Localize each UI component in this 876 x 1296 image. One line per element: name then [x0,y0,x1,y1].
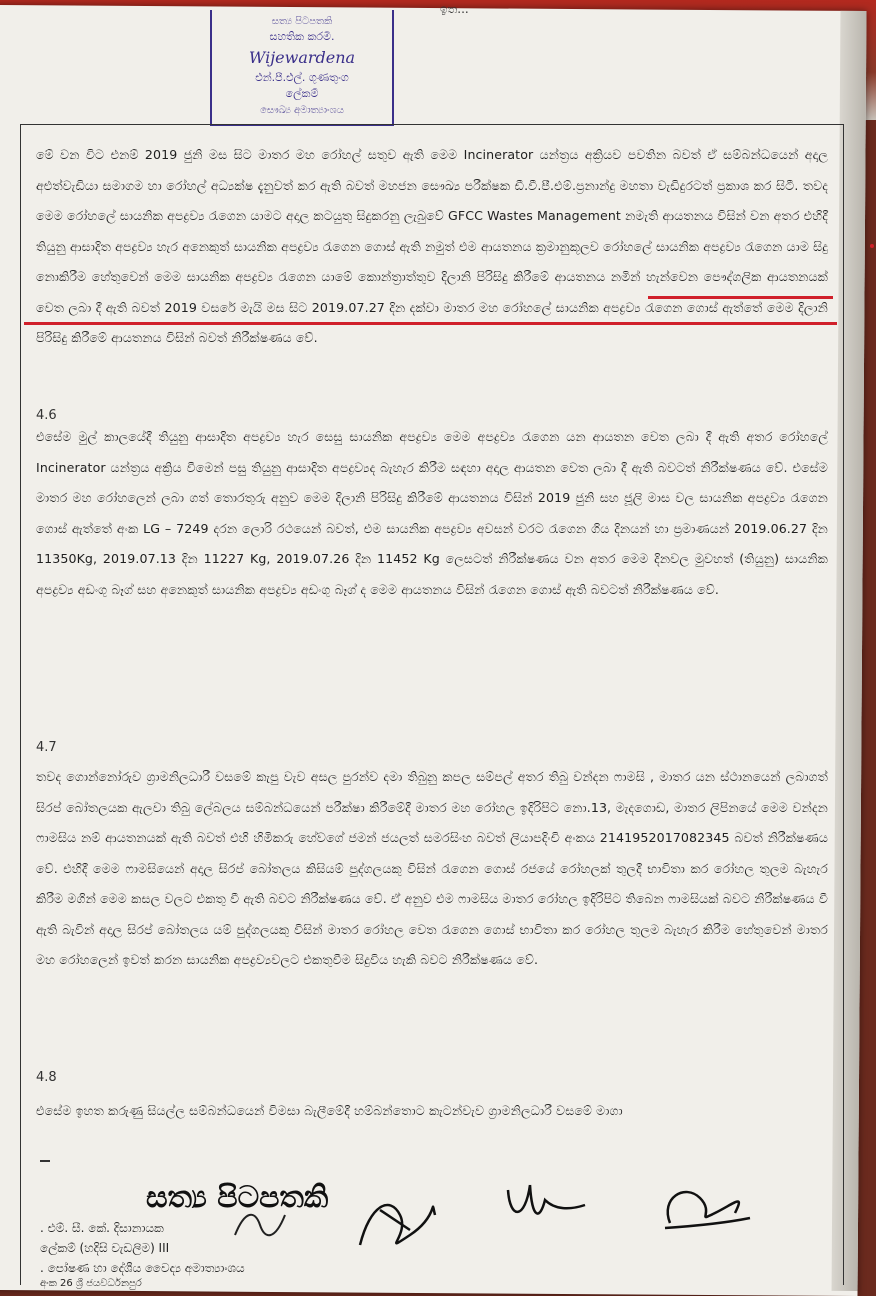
signer-dept: . පෝෂණ හා දේශීය වෛද්‍ය අමාත්‍යාංශය [40,1261,245,1275]
section-heading-4-8: 4.8 [36,1070,57,1085]
paragraph-text: එසේම ඉහත කරුණු සියල්ල සම්බන්ධයෙන් විමසා බැලීමේදී හම්බන්තොට කැටන්වැව ග්‍රාමනිලධාරී වසමේ මාගා [36,1103,623,1118]
stamp-line-1: සත්‍ය පිටපතකි [271,16,333,27]
signature-scribble-1 [230,1205,290,1245]
certification-stamp [210,10,394,126]
section-heading-4-6: 4.6 [36,408,57,423]
signer-name: . එම්. සී. කේ. දිසානායක [40,1221,164,1235]
signer-title: ලේකම් (හදිසි වැඩලිම) III [40,1241,170,1255]
certified-copy-label: සත්‍ය පිටපතකි [146,1180,329,1215]
margin-mark [40,1160,50,1162]
red-underline-2 [24,322,837,325]
paragraph-text: මේ වන විට එනම් 2019 ජුනි මස සිට මාතර මහ රෝහල් සතුව ඇති මෙම Incinerator යන්ත්‍රය අක්‍රියව පවතින බවත් ඒ සම්බන්ධයෙන් අදාල අළුත්වැඩියා සමාගම හා රෝහල් අධ්‍යක්ෂ දැනුවත් කර ඇති බවත් මහජන සෞඛ්‍ය පරීක්ෂක ඩී.වී.පී.එම්.ප්‍රනාන්දු මහතා වැඩිදුරටත් ප්‍රකාශ කර සිටී. තවද මෙම රෝහලේ සායනික අපද්‍රව්‍ය රැගෙන යාමට අදාල කටයුතු සිදුකරනු ලැබුවේ GFCC Wastes Management නමැති ආයතනය විසින් වන අතර එහිදී තියුනු ආසාදිත අපද්‍රව්‍ය හැර අනෙකුත් සායනික අපද්‍රව්‍ය රැගෙන ගොස් ඇති නමුත් එම ආයතනය ක්‍රමානුකූලව රෝහලේ සායනික අපද්‍රව්‍ය රැගෙන යාම සිදු නොකිරීම හේතුවෙන් මෙම සායනික අපද්‍රව්‍ය රැගෙන යාමේ කොන්ත්‍රාත්තුව දිලානි පිරිසිදු කිරීමේ ආයතනය නමින් හැන්වෙන පෞද්ගලික ආයතනයක් වෙත ලබා දී ඇති බවත් 2019 වසරේ මැයි මස සිට 2019.07.27 දින දක්වා මාතර මහ රෝහලේ සායනික අපද්‍රව්‍ය රැගෙන ගොස් ඇත්තේ මෙම දිලානි පිරිසිදු කිරීමේ ආයතනය විසින් බවත් නිරීක්ෂණය වේ. [36,147,828,345]
red-underline-1 [648,296,833,299]
signature-scribble-4 [655,1178,755,1238]
paragraph-text: එසේම මුල් කාලයේදී තියුනු ආසාදිත අපද්‍රව්‍ය හැර සෙසු සායනික අපද්‍රව්‍ය මෙම අපද්‍රව්‍ය රැගෙන යන ආයතන වෙත ලබා දී ඇති අතර රෝහලේ Incinerator යන්ත්‍රය අක්‍රිය වීමෙන් පසු තියුනු ආසාදිත අපද්‍රව්‍යද බැහැර කිරීම සඳහා අදාල ආයතන වෙත ලබා දී ඇති බවටත් නිරීක්ෂණය වේ. එසේම මාතර මහ රෝහලෙන් ලබා ගත් තොරතුරු අනුව මෙම දිලානි පිරිසිදු කිරීමේ ආයතනය විසින් 2019 ජුනි සහ ජූලි මාස වල සායනික අපද්‍රව්‍ය රැගෙන ගොස් ඇත්තේ අංක LG – 7249 දරන ලොරි රථයෙන් බවත්, එම සායනික අපද්‍රව්‍ය අවසන් වරට රැගෙන ගිය දිනයන් හා ප්‍රමාණයන් 2019.06.27 දින 11350Kg, 2019.07.13 දින 11227 Kg, 2019.07.26 දින 11452 Kg ලෙසටත් නිරීක්ෂණය වන අතර මෙම දිනවල මුවහත් (තියුනු) සායනික අපද්‍රව්‍ය අඩංගු බෑග් සහ අනෙකුත් සායනික අපද්‍රව්‍ය අඩංගු බෑග් ද මෙම ආයතනය විසින් රැගෙන ගොස් ඇති බවටත් නිරීක්ෂණය වේ. [36,429,828,597]
paragraph-text: තවද ගොන්නෝරුව ග්‍රාමනිලධාරී වසමේ කැපු වැව අසල පුරන්ව දමා තිබුනු කපල සම්පල් අතර තිබු වන්දන ෆාමසි , මාතර යන ස්ථානයෙන් ලබාගත් සිරප් බෝතලයක ඇලවා තිබු ලේබලය සම්බන්ධයෙන් පරීක්ෂා කිරීමේදී මාතර මහ රෝහල ඉදිරිපිට නො.13, මැදගොඩ, මාතර ලිපිනයේ මෙම වන්දන ෆාමසිය නම් ආයතනයක් ඇති බවත් එහි හිමිකරු හේවගේ ජමන් ජයලත් සමරසිංහ බවත් ලියාපදිංචි අංකය 21419520170823​45 බවත් නිරීක්ෂණය වේ. එහිදී මෙම ෆාමසියෙන් අදාල සිරප් බෝතලය කිසියම් පුද්ගලයකු විසින් රැගෙන ගොස් රජයේ රෝහලක් තුලදී භාවිතා කර රෝහල තුලම බැහැර කිරීම මගින් මෙම කසල වලට එකතු වී ඇති බවට නිරීක්ෂණය වේ. ඒ අනුව එම ෆාමසිය මාතර රෝහල ඉදිරිපිට තිබෙන ෆාමසියක් බවට නිරීක්ෂණය වී ඇති බැවින් අදාල සිරප් බෝතලය යම් පුද්ගලයකු විසින් මාතර රෝහල වෙත රැගෙන ගොස් භාවිතා කර රෝහල තුලම බැහැර කිරීම හේතුවෙන් මාතර මහ රෝහලෙන් ඉවත් කරන සායනික අපද්‍රව්‍යවලට එකතුවීම සිදුවිය හැකි බවට නිරීක්ෂණය වේ. [36,769,828,967]
signature-scribble-3 [500,1175,590,1235]
stamp-signature: Wijewardena [248,47,356,67]
stamp-line-3: එන්.පී.එල්. ගුණතුංග [255,70,349,84]
section-heading-4-7: 4.7 [36,740,57,755]
signer-address: අංක 26 ශ්‍රී ජයවර්ධනපුර [40,1278,142,1289]
top-tag-text: ඉත... [440,2,469,16]
stamp-line-5: සෞඛ්‍ය අමාත්‍යාංශය [260,104,344,116]
paragraph-4-8-body [36,1096,828,1127]
stamp-line-4: ලේකම් [285,87,319,100]
red-mark [870,244,874,248]
paragraph-4-6-body [36,422,828,605]
paragraph-4-7-body [36,762,828,976]
signer-block [40,1218,245,1290]
signature-scribble-2 [350,1185,440,1260]
stamp-line-2: සහතික කරමි. [269,30,335,43]
